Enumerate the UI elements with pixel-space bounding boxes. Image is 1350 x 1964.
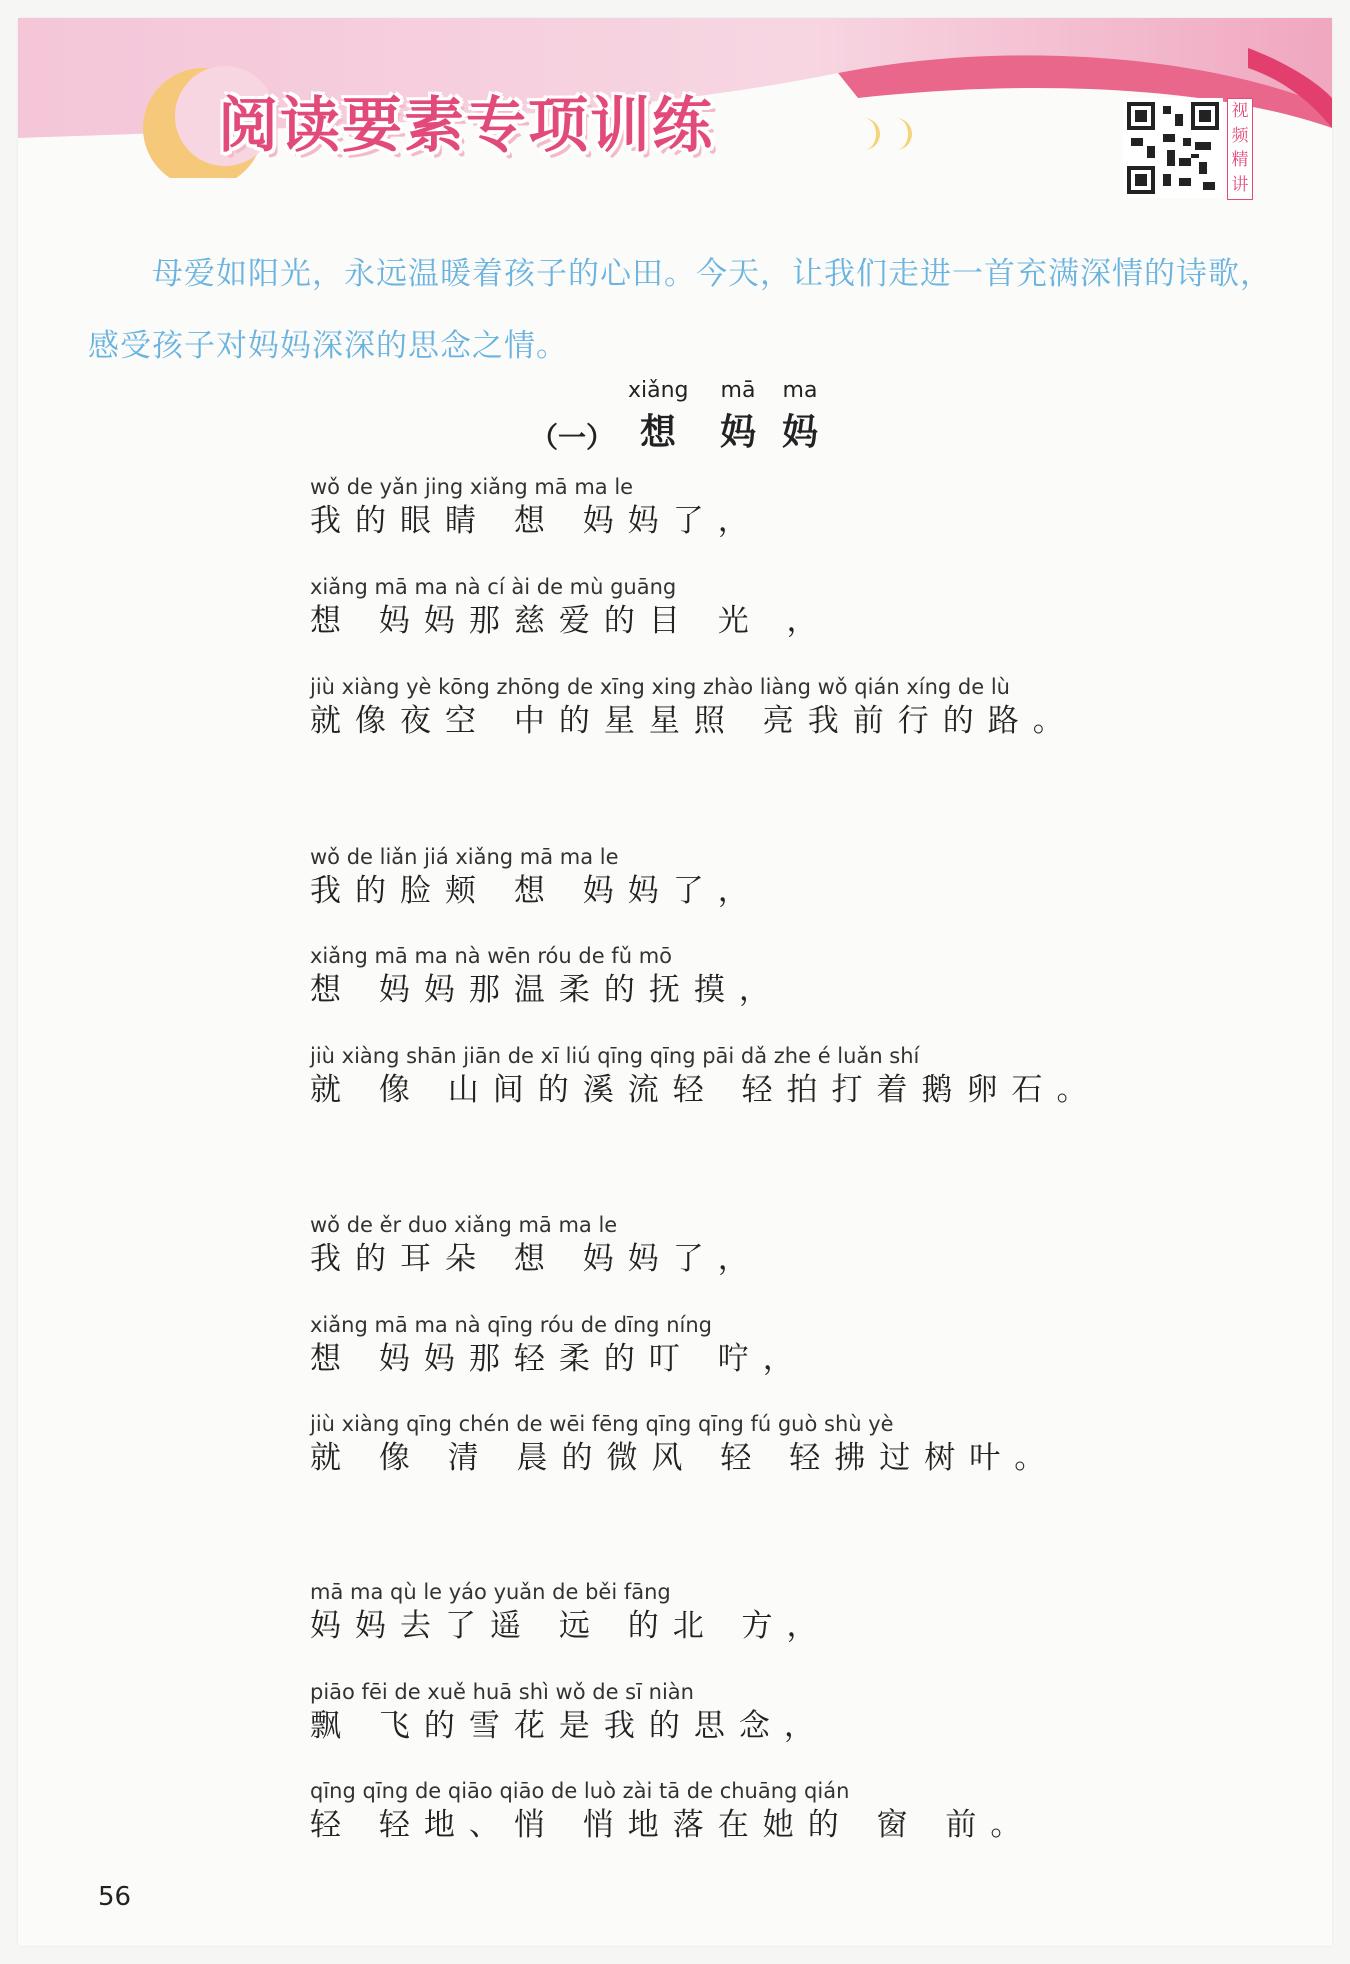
line-pinyin: xiǎng mā ma nà qīng róu de dīng níng xyxy=(310,1313,712,1337)
line-text: 我的眼睛 想 妈妈了， xyxy=(310,503,763,539)
poem-line xyxy=(310,1042,1102,1110)
line-pinyin: mā ma qù le yáo yuǎn de běi fāng xyxy=(310,1580,671,1604)
line-text: 就 像 清 晨的微风 轻 轻拂过树叶。 xyxy=(310,1440,1060,1476)
poem-title xyxy=(518,378,858,458)
page-number-text: 56 xyxy=(98,1882,132,1912)
crescent-decoration-icon xyxy=(856,114,926,154)
title-char: 妈 xyxy=(781,412,818,453)
qr-tag-char: 视 xyxy=(1231,101,1249,121)
line-text: 我的耳朵 想 妈妈了， xyxy=(310,1241,763,1277)
poem-line xyxy=(310,1678,829,1746)
line-text: 妈妈去了遥 远 的北 方， xyxy=(310,1608,832,1644)
line-pinyin: xiǎng mā ma nà wēn róu de fǔ mō xyxy=(310,944,672,968)
page-number xyxy=(90,1878,130,1918)
intro-paragraph: 母爱如阳光，永远温暖着孩子的心田。今天，让我们走进一首充满深情的诗歌，感受孩子对妈妈深深的思念之情。 xyxy=(88,256,1272,364)
line-pinyin: piāo fēi de xuě huā shì wǒ de sī niàn xyxy=(310,1680,694,1704)
line-text: 就像夜空 中的星星照 亮我前行的路。 xyxy=(310,703,1078,739)
poem-line xyxy=(310,942,784,1010)
line-text: 飘 飞的雪花是我的思念， xyxy=(310,1708,829,1744)
line-text: 就 像 山间的溪流轻 轻拍打着鹅卵石。 xyxy=(310,1072,1102,1108)
poem-line xyxy=(310,1311,808,1379)
line-pinyin: jiù xiàng shān jiān de xī liú qīng qīng pāi dǎ zhe é luǎn shí xyxy=(310,1044,920,1068)
title-char: 妈 xyxy=(719,412,756,453)
workbook-page xyxy=(18,18,1332,1946)
line-text: 想 妈妈那轻柔的叮 咛， xyxy=(310,1341,808,1377)
line-pinyin: qīng qīng de qiāo qiāo de luò zài tā de chuāng qián xyxy=(310,1779,850,1803)
title-pinyin: mā xyxy=(720,378,756,403)
line-pinyin: jiù xiàng yè kōng zhōng de xīng xing zhào liàng wǒ qián xíng de lù xyxy=(310,675,1010,699)
line-pinyin: wǒ de ěr duo xiǎng mā ma le xyxy=(310,1213,618,1237)
title-pinyin: xiǎng xyxy=(628,378,689,403)
title-char: 想 xyxy=(639,412,676,453)
line-pinyin: wǒ de yǎn jing xiǎng mā ma le xyxy=(310,475,634,499)
line-pinyin: wǒ de liǎn jiá xiǎng mā ma le xyxy=(310,845,619,869)
poem-line xyxy=(310,1777,1035,1845)
line-text: 想 妈妈那慈爱的目 光 ， xyxy=(310,603,832,639)
line-text: 想 妈妈那温柔的抚摸， xyxy=(310,972,784,1008)
poem-line xyxy=(310,1410,1059,1478)
poem-number: （一） xyxy=(530,421,615,454)
line-text: 轻 轻地、悄 悄地落在她的 窗 前。 xyxy=(310,1807,1036,1843)
poem-line xyxy=(310,1211,763,1279)
line-text: 我的脸颊 想 妈妈了， xyxy=(310,873,763,909)
qr-tag-char: 频 xyxy=(1231,125,1249,146)
line-pinyin: jiù xiàng qīng chén de wēi fēng qīng qīng fú guò shù yè xyxy=(310,1412,894,1436)
qr-tag-char: 讲 xyxy=(1231,174,1249,195)
video-qr-block[interactable] xyxy=(1123,98,1273,220)
video-lecture-tag[interactable] xyxy=(1227,98,1253,200)
poem-line xyxy=(310,673,1078,741)
section-title: 阅读要素专项训练 xyxy=(218,91,714,161)
poem-line xyxy=(310,843,763,911)
poem-line xyxy=(310,473,763,541)
title-pinyin: ma xyxy=(782,378,818,403)
poem-line xyxy=(310,573,832,641)
qr-tag-char: 精 xyxy=(1231,150,1249,170)
poem-line xyxy=(310,1578,832,1646)
qr-code-icon[interactable] xyxy=(1123,98,1223,198)
line-pinyin: xiǎng mā ma nà cí ài de mù guāng xyxy=(310,575,677,599)
